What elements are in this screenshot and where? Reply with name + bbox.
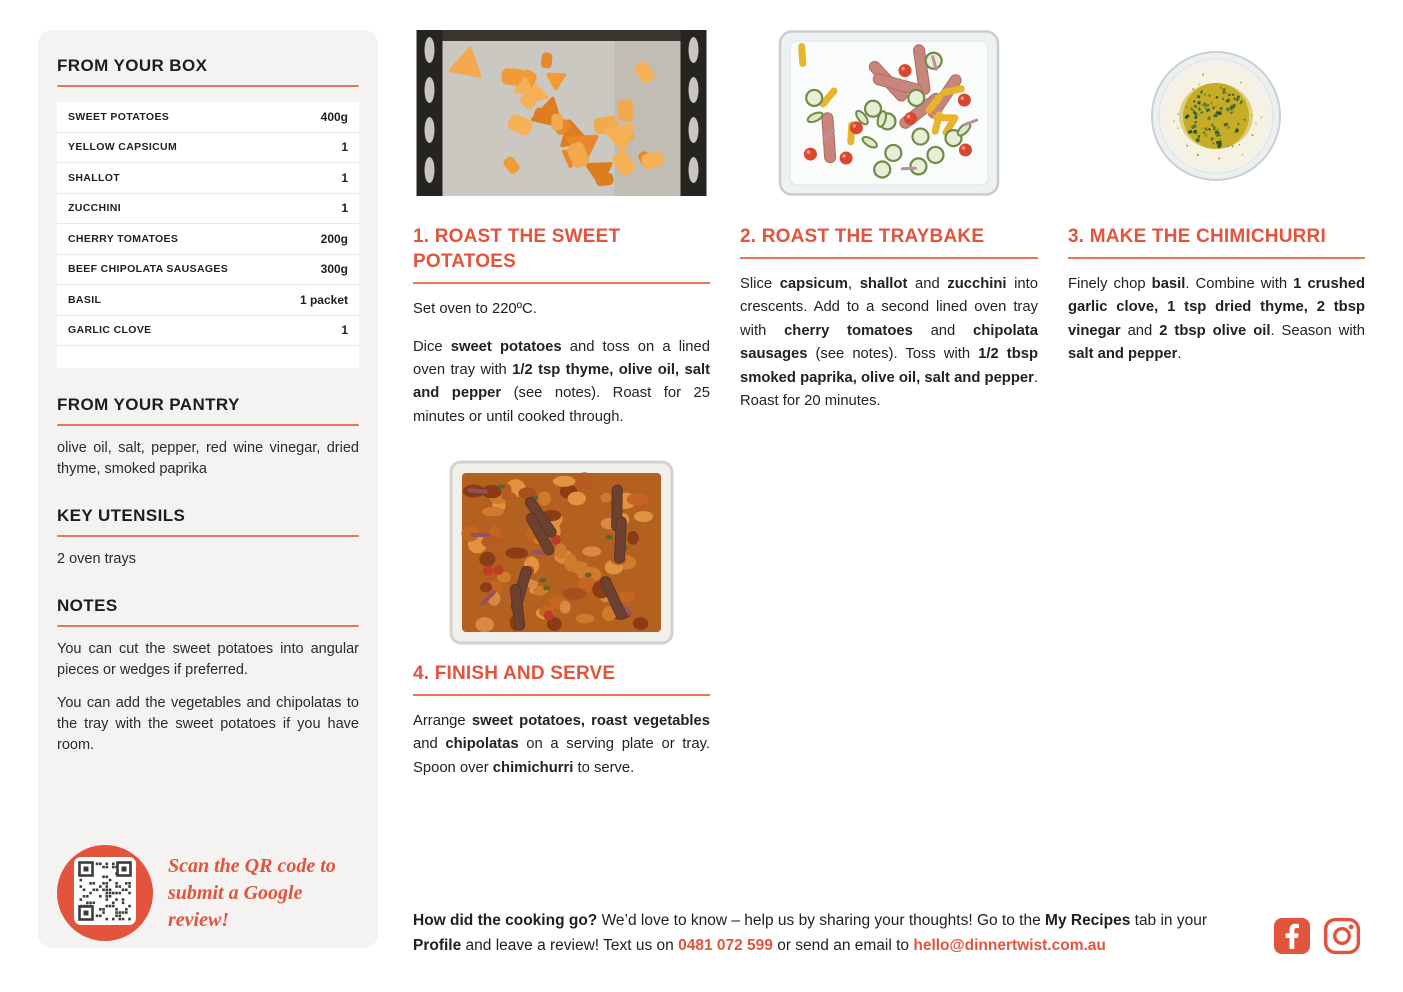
pantry-title-underline <box>57 424 359 426</box>
text-segment: 2 tbsp olive oil <box>1159 322 1271 339</box>
ingredient-qty: 1 packet <box>299 292 348 307</box>
text-segment: chimichurri <box>492 759 574 776</box>
step-3-title: 3. MAKE THE CHIMICHURRI <box>1068 226 1326 247</box>
step-4-title: 4. FINISH AND SERVE <box>413 663 616 685</box>
box-title-underline <box>57 85 359 87</box>
ingredient-name: SWEET POTATOES <box>68 110 170 123</box>
step-3-underline <box>1068 257 1365 259</box>
social-links <box>1274 917 1361 955</box>
text-segment: and <box>1120 322 1160 339</box>
text-segment: Finely chop <box>1068 276 1152 293</box>
text-segment: and <box>912 322 974 339</box>
step-1-paragraph <box>413 298 710 321</box>
text-segment: My Recipes <box>1045 912 1131 929</box>
text-segment: . Roast for 20 minutes. <box>740 369 1038 409</box>
box-title: FROM YOUR BOX <box>57 56 208 75</box>
text-segment: Set oven to 220ºC. <box>413 301 537 318</box>
ingredient-name: CHERRY TOMATOES <box>68 232 179 245</box>
text-segment: (see notes). Roast for 25 minutes or until cooked through. <box>413 385 710 425</box>
text-segment: or send an email to <box>772 937 914 955</box>
table-row <box>57 163 359 194</box>
sidebar <box>38 30 378 948</box>
text-segment: Arrange <box>413 713 472 730</box>
photo-finished-traybake-wrap <box>413 460 710 645</box>
photo-roasted-sweet-potatoes <box>413 30 710 196</box>
text-segment: into crescents. Add to a second lined oven tray with <box>740 276 1039 339</box>
utensils-title-underline <box>57 535 359 537</box>
table-row <box>57 316 359 347</box>
step-2-title: 2. ROAST THE TRAYBAKE <box>740 226 985 247</box>
table-row-empty <box>57 346 359 368</box>
ingredient-name: BEEF CHIPOLATA SAUSAGES <box>68 263 229 276</box>
ingredients-table <box>57 102 359 368</box>
ingredient-name: BASIL <box>68 293 102 306</box>
notes-title: NOTES <box>57 596 118 616</box>
facebook-icon[interactable] <box>1274 918 1310 954</box>
step-4-paragraph <box>413 710 710 780</box>
ingredient-name: GARLIC CLOVE <box>68 324 152 337</box>
text-segment: and leave a review! Text us on <box>461 937 679 955</box>
notes-title-underline <box>57 625 359 627</box>
text-segment: Slice <box>740 276 780 293</box>
text-segment: cherry tomatoes <box>784 322 913 339</box>
table-row <box>57 133 359 164</box>
text-segment: Profile <box>413 937 462 955</box>
qr-caption: Scan the QR code to submit a Google review! <box>168 854 336 931</box>
text-segment: on a serving plate or tray. Spoon over <box>413 736 710 776</box>
ingredient-qty: 1 <box>341 140 348 155</box>
phone-link[interactable]: 0481 072 599 <box>678 937 773 955</box>
text-segment: basil <box>1151 276 1186 293</box>
text-segment: . Combine with <box>1185 276 1294 293</box>
table-row <box>57 194 359 225</box>
table-row <box>57 255 359 286</box>
text-segment: tab in your <box>1130 912 1208 929</box>
text-segment: salt and pepper <box>1068 346 1178 363</box>
notes-paragraph: You can add the vegetables and chipolatas to the tray with the sweet potatoes if you have room. <box>57 695 359 754</box>
text-segment: Dice <box>413 338 451 355</box>
ingredient-qty: 300g <box>320 262 348 277</box>
text-segment: capsicum <box>779 276 848 293</box>
ingredient-qty: 1 <box>341 323 348 338</box>
ingredient-qty: 200g <box>320 231 348 246</box>
instagram-icon[interactable] <box>1323 917 1361 955</box>
photo-finished-traybake <box>449 460 674 645</box>
ingredient-name: YELLOW CAPSICUM <box>68 141 178 154</box>
text-segment: , <box>847 276 860 293</box>
table-row <box>57 102 359 133</box>
step-1-paragraph <box>413 336 710 430</box>
ingredient-qty: 400g <box>320 109 348 124</box>
notes-paragraph: You can cut the sweet potatoes into angular pieces or wedges if preferred. <box>57 641 359 679</box>
text-segment: (see notes). Toss with <box>807 346 979 363</box>
pantry-text: olive oil, salt, pepper, red wine vinegar, dried thyme, smoked paprika <box>57 440 359 478</box>
step-3-paragraph <box>1068 273 1365 367</box>
text-segment: 1/2 tbsp smoked paprika, olive oil, salt and pepper <box>740 346 1039 386</box>
text-segment: and toss on a lined oven tray with <box>413 338 710 378</box>
utensils-text: 2 oven trays <box>57 551 136 568</box>
utensils-title: KEY UTENSILS <box>57 506 186 526</box>
text-segment: chipolata sausages <box>740 322 1038 363</box>
ingredient-name: ZUCCHINI <box>68 202 121 215</box>
text-segment: 1 crushed garlic clove, 1 tsp dried thyme, 2 tbsp vinegar <box>1068 276 1366 339</box>
column-step-3 <box>1068 30 1365 367</box>
photo-raw-traybake <box>740 30 1038 196</box>
text-segment: sweet potatoes <box>450 338 562 355</box>
text-segment: We’d love to know – help us by sharing your thoughts! Go to the <box>597 912 1046 929</box>
text-segment: . <box>1177 346 1182 363</box>
step-4-underline <box>413 694 710 696</box>
google-review-block <box>55 843 368 943</box>
text-segment: chipolatas <box>445 736 519 753</box>
qr-code-icon <box>55 843 155 943</box>
text-segment: sweet potatoes, roast vegetables <box>471 713 710 730</box>
text-segment: and <box>413 736 446 753</box>
pantry-title: FROM YOUR PANTRY <box>57 395 240 414</box>
column-step-2 <box>740 30 1038 413</box>
step-1-underline <box>413 282 710 284</box>
text-segment: 1/2 tsp thyme, olive oil, salt and pepper <box>413 361 710 402</box>
text-segment: How did the cooking go? <box>413 912 598 929</box>
email-link[interactable]: hello@dinnertwist.com.au <box>913 937 1106 955</box>
text-segment: and <box>907 276 948 293</box>
photo-chimichurri-bowl <box>1068 30 1365 196</box>
table-row <box>57 224 359 255</box>
step-2-underline <box>740 257 1038 259</box>
text-segment: zucchini <box>947 276 1007 293</box>
text-segment: to serve. <box>573 759 635 776</box>
column-step-1-and-4 <box>413 30 710 780</box>
ingredient-qty: 1 <box>341 170 348 185</box>
ingredient-name: SHALLOT <box>68 171 121 184</box>
text-segment: . Season with <box>1270 322 1365 339</box>
footer-text <box>413 908 1256 958</box>
step-1-title: 1. ROAST THE SWEET POTATOES <box>413 226 621 273</box>
step-2-paragraph <box>740 273 1038 413</box>
table-row <box>57 285 359 316</box>
text-segment: shallot <box>859 276 908 293</box>
ingredient-qty: 1 <box>341 201 348 216</box>
